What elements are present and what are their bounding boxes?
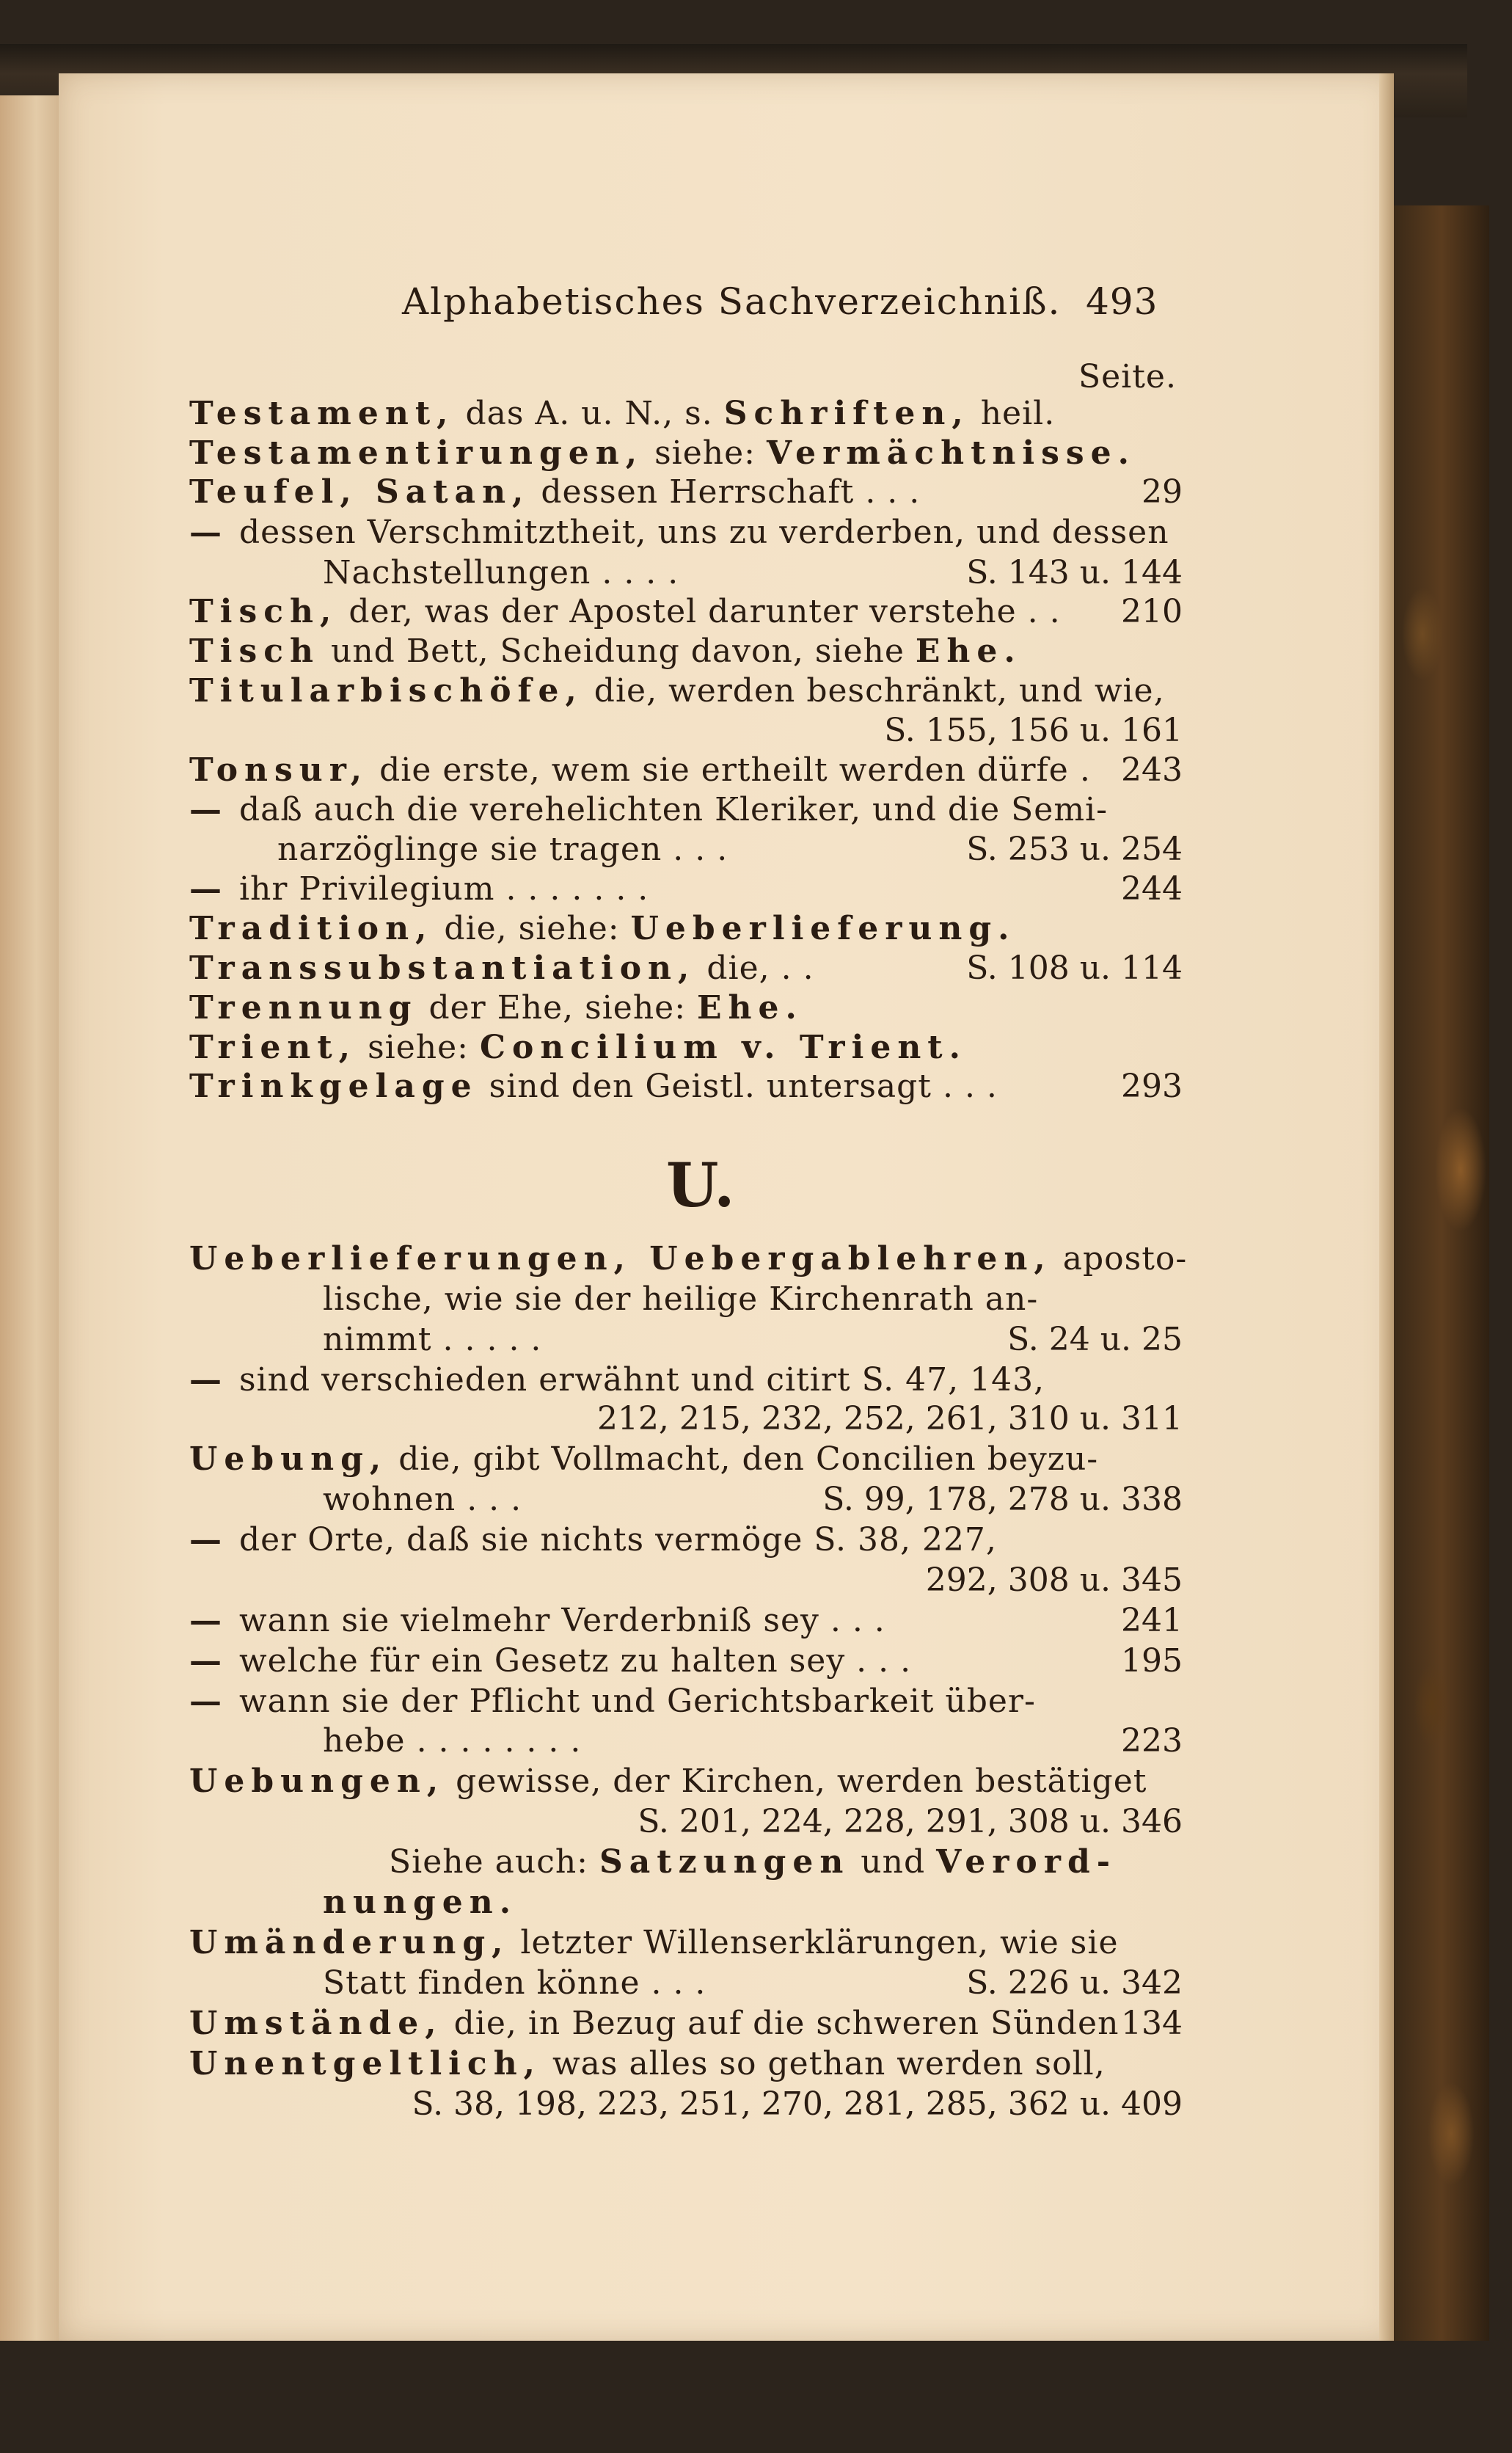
index-entry-line xyxy=(189,751,1091,790)
index-entry-line xyxy=(189,1361,1045,1399)
index-entry-line xyxy=(189,1521,997,1559)
entry-keyword: Testament, xyxy=(189,395,455,432)
page-reference: 292, 308 u. 345 xyxy=(925,1561,1183,1599)
index-entry-line xyxy=(189,395,1055,433)
page-reference: 210 xyxy=(1121,593,1183,630)
entry-keyword: Tonsur, xyxy=(189,751,369,789)
page-reference: S. 201, 224, 228, 291, 308 u. 346 xyxy=(638,1803,1183,1840)
index-entry-line xyxy=(189,989,803,1027)
entry-text: dessen Verschmitztheit, uns zu verderben, und dessen xyxy=(228,514,1169,551)
entry-keyword: Tisch, xyxy=(189,593,338,630)
entry-keyword: — xyxy=(189,870,228,908)
index-entry-line xyxy=(389,1843,1117,1881)
index-entry-line xyxy=(189,910,1015,948)
page-reference: 244 xyxy=(1121,870,1183,908)
entry-text: siehe: xyxy=(643,434,767,472)
entry-text: was alles so gethan werden soll, xyxy=(541,2045,1106,2082)
entry-keyword: — xyxy=(189,514,228,551)
entry-text: das A. u. N., s. xyxy=(454,395,724,432)
page-reference: 241 xyxy=(1121,1602,1183,1639)
entry-text: letzter Willenserklärungen, wie sie xyxy=(509,1924,1119,1961)
index-entry-line xyxy=(323,1481,522,1519)
entry-keyword: Testamentirungen, xyxy=(189,434,644,472)
index-entry-line xyxy=(189,2005,1119,2043)
entry-keyword: Titularbischöfe, xyxy=(189,672,583,710)
entry-text: heil. xyxy=(969,395,1056,432)
index-entry-line xyxy=(323,554,679,592)
page-reference: S. 253 u. 254 xyxy=(966,831,1183,868)
running-header: Alphabetisches Sachverzeichniß. xyxy=(402,280,1062,323)
entry-keyword: Ehe. xyxy=(915,633,1022,670)
page-reference: S. 226 u. 342 xyxy=(966,1964,1183,2002)
entry-text: siehe: xyxy=(357,1029,480,1066)
entry-keyword: Tisch xyxy=(189,633,321,670)
entry-keyword: Ueberlieferungen, Uebergablehren, xyxy=(189,1240,1052,1277)
background-bottom xyxy=(0,2341,1512,2453)
entry-keyword: Trinkgelage xyxy=(189,1068,478,1105)
entry-text: die, werden beschränkt, und wie, xyxy=(582,672,1165,710)
page-reference: S. 24 u. 25 xyxy=(1007,1321,1183,1358)
entry-text: narzöglinge sie tragen . . . xyxy=(277,831,728,868)
entry-keyword: Umänderung, xyxy=(189,1924,510,1961)
index-entry-line xyxy=(189,2045,1106,2083)
page-reference: 243 xyxy=(1121,751,1183,789)
entry-text: der Orte, daß sie nichts vermöge S. 38, 227, xyxy=(228,1521,997,1559)
entry-keyword: Ueberlieferung. xyxy=(630,910,1016,947)
index-entry-line xyxy=(189,434,1136,473)
entry-text: dessen Herrschaft . . . xyxy=(530,473,921,511)
entry-keyword: Tradition, xyxy=(189,910,434,947)
index-entry-line xyxy=(189,514,1169,552)
facing-page-edge xyxy=(0,95,66,2363)
entry-text: die, siehe: xyxy=(433,910,631,947)
index-entry-line xyxy=(323,1964,706,2002)
entry-keyword: Transsubstantiation, xyxy=(189,950,696,987)
index-entry-line xyxy=(189,1924,1118,1962)
entry-keyword: Unentgeltlich, xyxy=(189,2045,541,2082)
index-entry-line xyxy=(189,1763,1147,1801)
entry-text: sind den Geistl. untersagt . . . xyxy=(478,1068,998,1105)
entry-text: und Bett, Scheidung davon, siehe xyxy=(320,633,916,670)
index-entry-line xyxy=(189,672,1165,710)
entry-text: die, in Bezug auf die schweren Sünden xyxy=(442,2005,1120,2042)
index-entry-line xyxy=(189,1602,885,1640)
entry-keyword: Trennung xyxy=(189,989,418,1027)
entry-text: sind verschieden erwähnt und citirt S. 47, 143, xyxy=(228,1361,1045,1399)
index-entry-line xyxy=(189,1440,1098,1479)
entry-keyword: — xyxy=(189,791,228,828)
entry-text: lische, wie sie der heilige Kirchenrath an- xyxy=(323,1280,1039,1318)
index-entry-line xyxy=(189,593,1061,631)
index-entry-line xyxy=(323,1321,541,1359)
entry-keyword: Uebung, xyxy=(189,1440,388,1478)
entry-keyword: — xyxy=(189,1683,228,1720)
index-entry-line xyxy=(189,791,1108,829)
entry-text: und xyxy=(850,1843,937,1881)
entry-text: daß auch die verehelichten Kleriker, und die Semi- xyxy=(228,791,1108,828)
entry-keyword: — xyxy=(189,1642,228,1680)
page-reference: S. 38, 198, 223, 251, 270, 281, 285, 362 u. 409 xyxy=(412,2085,1183,2123)
page-reference: 29 xyxy=(1142,473,1183,511)
entry-keyword: Schriften, xyxy=(723,395,970,432)
entry-text: Statt finden könne . . . xyxy=(323,1964,706,2002)
entry-text: Nachstellungen . . . . xyxy=(323,554,679,591)
page-number: 493 xyxy=(1086,280,1158,323)
entry-keyword: Satzungen xyxy=(599,1843,850,1881)
entry-text: welche für ein Gesetz zu halten sey . . . xyxy=(228,1642,912,1680)
page-reference: S. 155, 156 u. 161 xyxy=(884,712,1183,749)
index-entry-line xyxy=(189,1683,1036,1721)
entry-keyword: Verord- xyxy=(936,1843,1117,1881)
entry-text: wann sie der Pflicht und Gerichtsbarkeit über- xyxy=(228,1683,1036,1720)
entry-keyword: Concilium v. Trient. xyxy=(479,1029,967,1066)
entry-text: wann sie vielmehr Verderbniß sey . . . xyxy=(228,1602,885,1639)
page-reference: 134 xyxy=(1121,2005,1183,2042)
seite-label: Seite. xyxy=(1078,358,1177,396)
entry-text: der Ehe, siehe: xyxy=(417,989,698,1027)
index-entry-line xyxy=(189,1029,967,1067)
entry-keyword: — xyxy=(189,1521,228,1559)
page-reference: 223 xyxy=(1121,1722,1183,1760)
index-entry-line xyxy=(189,870,649,908)
page-reference: S. 108 u. 114 xyxy=(966,950,1183,987)
entry-text: nimmt . . . . . xyxy=(323,1321,542,1358)
page-reference: 212, 215, 232, 252, 261, 310 u. 311 xyxy=(596,1400,1183,1437)
entry-text: die, gibt Vollmacht, den Concilien beyzu- xyxy=(387,1440,1099,1478)
page-reference: S. 99, 178, 278 u. 338 xyxy=(822,1481,1183,1518)
entry-keyword: Uebungen, xyxy=(189,1763,445,1800)
index-entry-line xyxy=(277,831,728,869)
index-entry-line xyxy=(189,950,814,988)
index-entry-line xyxy=(189,633,1022,671)
index-entry-line xyxy=(189,473,920,511)
index-entry-line xyxy=(189,1240,1187,1278)
entry-text: ihr Privilegium . . . . . . . xyxy=(228,870,649,908)
marbled-cover-edge xyxy=(1394,205,1489,2348)
entry-text: aposto- xyxy=(1051,1240,1188,1277)
entry-keyword: Umstände, xyxy=(189,2005,443,2042)
page-reference: 195 xyxy=(1121,1642,1183,1680)
index-entry-line xyxy=(323,1280,1038,1319)
entry-text: Siehe auch: xyxy=(389,1843,599,1881)
entry-text: gewisse, der Kirchen, werden bestätiget xyxy=(445,1763,1147,1800)
entry-keyword: Teufel, Satan, xyxy=(189,473,530,511)
entry-keyword: — xyxy=(189,1361,228,1399)
entry-text: wohnen . . . xyxy=(323,1481,522,1518)
entry-keyword: Ehe. xyxy=(697,989,803,1027)
entry-keyword: Vermächtnisse. xyxy=(766,434,1136,472)
index-entry-line xyxy=(323,1722,581,1760)
index-entry-line xyxy=(189,1642,911,1680)
index-entry-line xyxy=(189,1068,998,1106)
entry-text: der, was der Apostel darunter verstehe . . xyxy=(337,593,1061,630)
entry-keyword: nungen. xyxy=(323,1884,518,1921)
page-fore-edge xyxy=(1379,73,1394,2341)
index-entry-line xyxy=(323,1884,517,1922)
entry-text: hebe . . . . . . . . xyxy=(323,1722,582,1760)
entry-keyword: Trient, xyxy=(189,1029,357,1066)
page-reference: 293 xyxy=(1121,1068,1183,1105)
entry-text: die erste, wem sie ertheilt werden dürfe . xyxy=(368,751,1091,789)
page-reference: S. 143 u. 144 xyxy=(966,554,1183,591)
entry-keyword: — xyxy=(189,1602,228,1639)
section-letter-u: U. xyxy=(666,1151,736,1221)
entry-text: die, . . xyxy=(695,950,814,987)
